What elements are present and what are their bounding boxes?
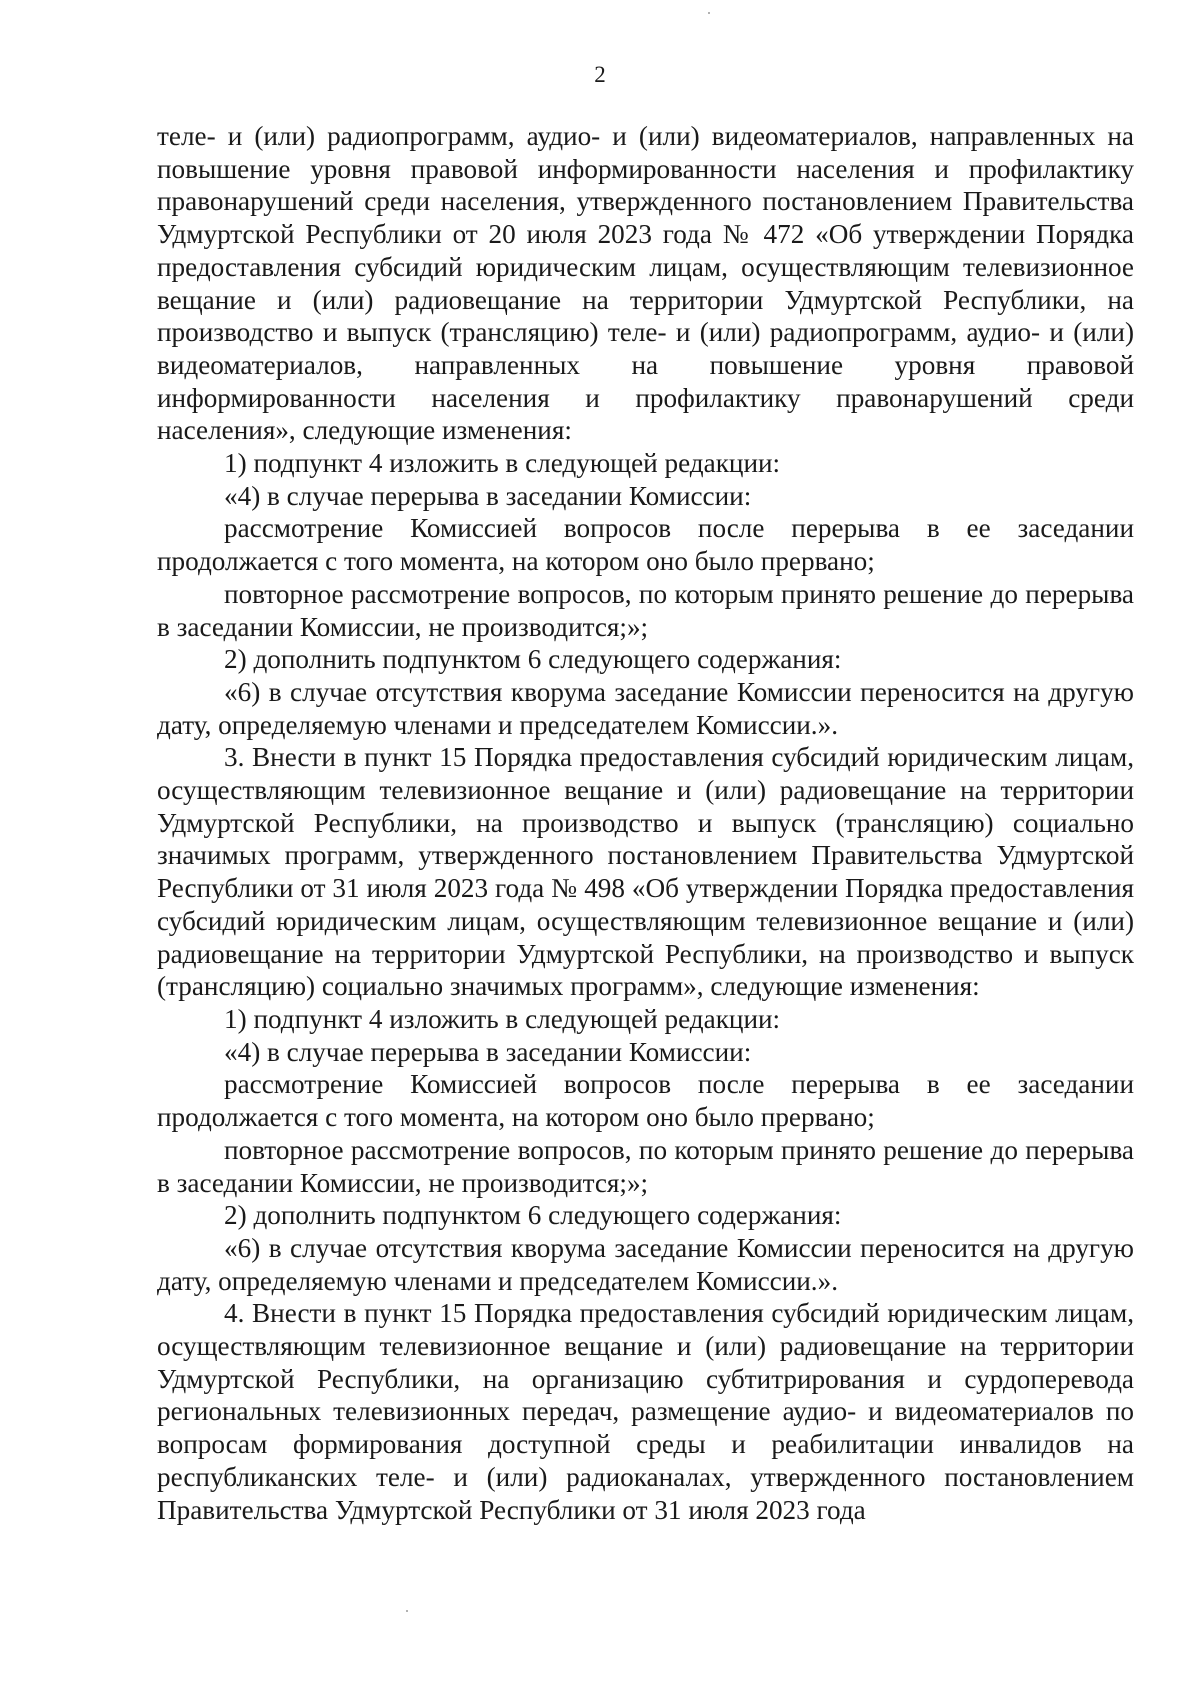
paragraph-subpoint-1: 1) подпункт 4 изложить в следующей редакции: (224, 1003, 781, 1034)
paragraph: рассмотрение Комиссией вопросов после перерыва в ее заседании продолжается с того момента, на котором оно было прервано; (157, 513, 1134, 577)
scan-speck (708, 12, 710, 14)
page-number: 2 (594, 62, 606, 87)
document-body (157, 120, 1134, 1526)
paragraph-continuation: теле- и (или) радиопрограмм, аудио- и (или) видеоматериалов, направленных на повышение уровня правовой информированности населения и профилактику правонарушений среди населения, утвержденного постановлением Правительства Удмуртской Республики от 20 июля 2023 года № 472 «Об утверждении Порядка предоставления субсидий юридическим лицам, осуществляющим телевизионное вещание и (или) радиовещание на территории Удмуртской Республики, на производство и выпуск (трансляцию) теле- и (или) радиопрограмм, аудио- и (или) видеоматериалов, направленных на повышение уровня правовой информированности населения и профилактику правонарушений среди населения», следующие изменения: (157, 121, 1134, 446)
paragraph-quoted-4: «4) в случае перерыва в заседании Комиссии: (224, 1036, 752, 1067)
paragraph: повторное рассмотрение вопросов, по которым принято решение до перерыва в заседании Комиссии, не производится;»; (157, 578, 1134, 642)
paragraph-subpoint-2: 2) дополнить подпунктом 6 следующего содержания: (224, 644, 842, 675)
paragraph-item-4: 4. Внести в пункт 15 Порядка предоставления субсидий юридическим лицам, осуществляющим телевизионное вещание и (или) радиовещание на территории Удмуртской Республики, на организацию субтитрирования и сурдоперевода региональных телевизионных передач, размещение аудио- и видеоматериалов по вопросам формирования доступной среды и реабилитации инвалидов на республиканских теле- и (или) радиоканалах, утвержденного постановлением Правительства Удмуртской Республики от 31 июля 2023 года (157, 1298, 1134, 1525)
paragraph: рассмотрение Комиссией вопросов после перерыва в ее заседании продолжается с того момента, на котором оно было прервано; (157, 1069, 1134, 1133)
paragraph: повторное рассмотрение вопросов, по которым принято решение до перерыва в заседании Комиссии, не производится;»; (157, 1134, 1134, 1198)
paragraph-item-3: 3. Внести в пункт 15 Порядка предоставления субсидий юридическим лицам, осуществляющим телевизионное вещание и (или) радиовещание на территории Удмуртской Республики, на производство и выпуск (трансляцию) социально значимых программ, утвержденного постановлением Правительства Удмуртской Республики от 31 июля 2023 года № 498 «Об утверждении Порядка предоставления субсидий юридическим лицам, осуществляющим телевизионное вещание и (или) радиовещание на территории Удмуртской Республики, на производство и выпуск (трансляцию) социально значимых программ», следующие изменения: (157, 742, 1134, 1002)
paragraph-quoted-6: «6) в случае отсутствия кворума заседание Комиссии переносится на другую дату, определяемую членами и председателем Комиссии.». (157, 676, 1134, 740)
paragraph-subpoint-1: 1) подпункт 4 изложить в следующей редакции: (224, 448, 781, 479)
scan-speck (406, 1610, 408, 1612)
paragraph-quoted-6: «6) в случае отсутствия кворума заседание Комиссии переносится на другую дату, определяемую членами и председателем Комиссии.». (157, 1232, 1134, 1296)
paragraph-quoted-4: «4) в случае перерыва в заседании Комиссии: (224, 480, 752, 511)
paragraph-subpoint-2: 2) дополнить подпунктом 6 следующего содержания: (224, 1200, 842, 1231)
